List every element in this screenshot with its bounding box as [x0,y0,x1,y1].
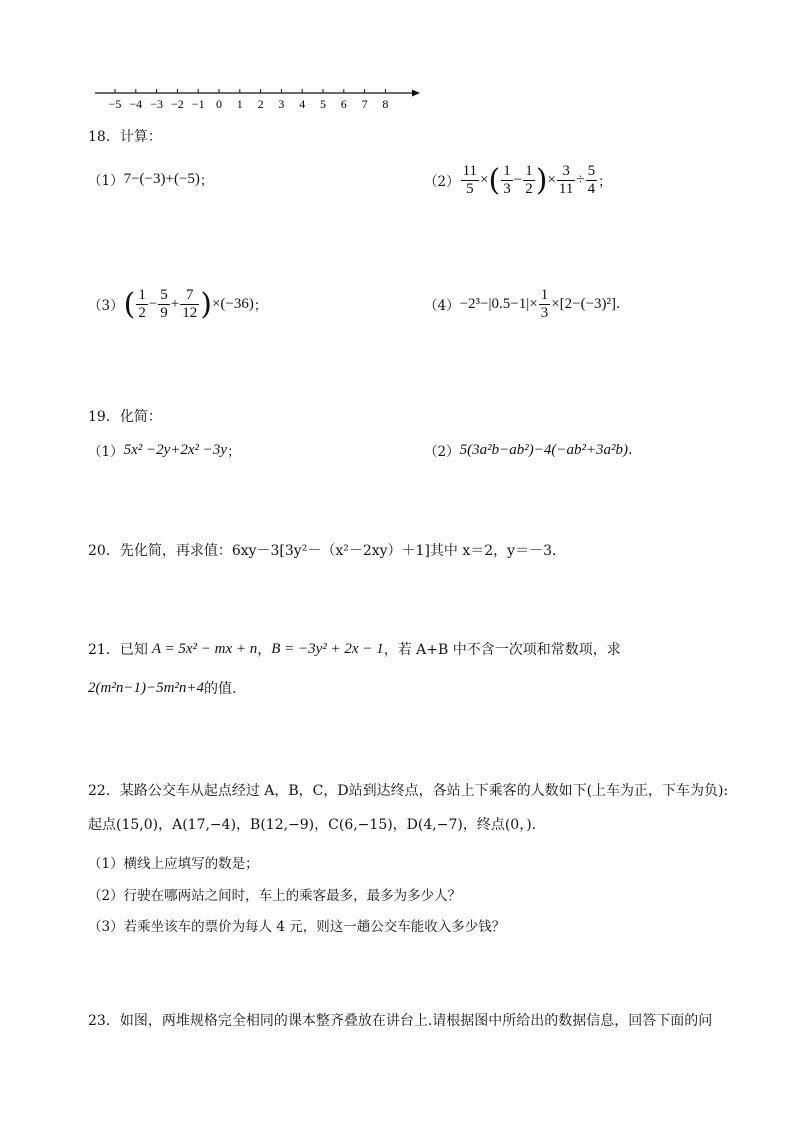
q18-part2: （2） $\frac{11}{5}$ × ( $\frac{1}{3}$ − $\frac{1}{2}$ ) × $\frac{3}{11}$ ÷ $\frac{5}{4}$ ； [424,162,612,198]
number-line-tick-label: −5 [108,97,122,111]
q18-part4: （4） −2³−|0.5−1|× $\frac{1}{3}$ ×[2−(−3)²] . [424,286,621,321]
number-line [90,80,420,114]
number-line-tick-label: 6 [340,97,347,111]
number-line-tick-label: 4 [299,97,306,111]
q20-text: 20．先化简，再求值：6xy－3[3y²－（x²－2xy）＋1]其中 x＝2，y＝－3． [88,543,566,559]
q22-sub3: （3）若乘坐该车的票价为每人 4 元，则这一趟公交车能收入多少钱？ [88,919,506,935]
q22-line1: 22．某路公交车从起点经过 A，B，C，D站到达终点，各站上下乘客的人数如下(上车为正，下车为负): [88,783,729,799]
number-line-tick-label: 5 [320,97,326,111]
number-line-tick-label: 7 [361,97,368,111]
q18-part1: （1） 7−(−3)+(−5) ； [88,170,214,189]
q18-title: 18．计算： [88,129,162,145]
number-line-tick-label: −4 [129,97,143,111]
number-line-tick-label: −1 [191,97,205,111]
number-line-tick-label: −3 [150,97,163,111]
number-line-tick-label: 8 [382,97,389,111]
number-line-tick-label: 1 [236,97,243,111]
number-line-tick-label: 2 [257,97,264,111]
q18-part3: （3） ( $\frac{1}{2}$ − $\frac{5}{9}$ + $\frac{7}{12}$ ) ×(−36) ； [88,286,268,322]
number-line-tick-label: 3 [278,97,285,111]
q22-line2: 起点(15,0)，A(17,−4)，B(12,−9)，C(6,−15)，D(4,−7)，终点(0，)． [88,817,546,833]
number-line-tick-label: −2 [171,97,184,111]
q22-sub1: （1）横线上应填写的数是； [88,856,259,872]
q19-part2: （2） 5(3a²b−ab²)−4(−ab²+3a²b) . [424,441,633,460]
q21-line1: 21．已知 A = 5x² − mx + n ， B = −3y² + 2x − 1 ，若 A+B 中不含一次项和常数项，求 [88,640,621,658]
q19-part1: （1） 5x² −2y+2x² −3y ； [88,441,241,460]
q21-line2: 2(m²n−1)−5m²n+4 的值. [88,679,237,697]
q23-text: 23．如图，两堆规格完全相同的课本整齐叠放在讲台上.请根据图中所给出的数据信息，回答下面的问 [88,1013,713,1029]
q19-title: 19．化简： [88,409,162,425]
q22-sub2: （2）行驶在哪两站之间时，车上的乘客最多，最多为多少人？ [88,888,462,904]
number-line-tick-label: 0 [216,97,222,111]
